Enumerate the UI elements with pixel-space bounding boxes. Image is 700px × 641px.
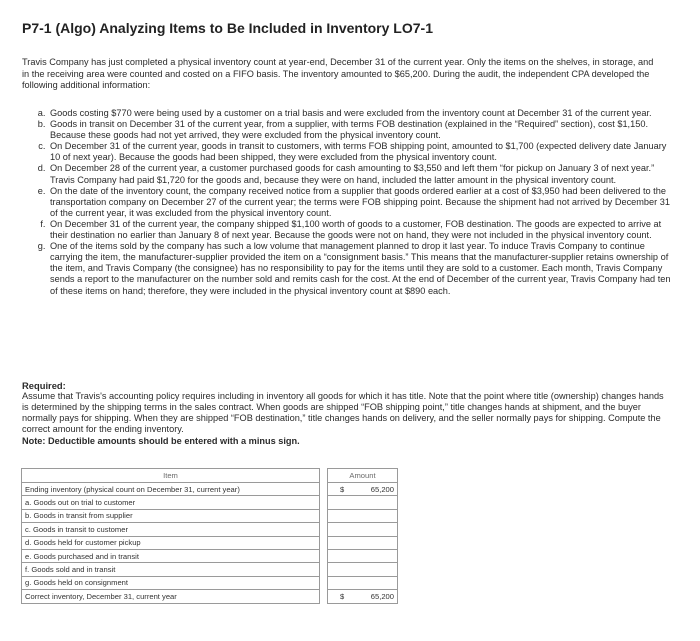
amount-input-d[interactable] xyxy=(328,537,397,549)
table-row xyxy=(22,509,398,522)
amount-value: 65,200 xyxy=(370,591,394,601)
table-row xyxy=(22,496,398,509)
amount-input-b[interactable] xyxy=(328,510,397,522)
amount-input-f[interactable] xyxy=(328,563,397,575)
required-heading: Required: xyxy=(22,380,66,391)
amount-input-a[interactable] xyxy=(328,496,397,508)
amount-input-e[interactable] xyxy=(328,550,397,562)
row-label: e. Goods purchased and in transit xyxy=(22,549,320,562)
table-row-total xyxy=(22,590,398,603)
amount-input-c[interactable] xyxy=(328,523,397,535)
row-label: a. Goods out on trial to customer xyxy=(22,496,320,509)
row-label: d. Goods held for customer pickup xyxy=(22,536,320,549)
amount-input-g[interactable] xyxy=(328,577,397,589)
table-row xyxy=(22,536,398,549)
fact-d: d. On December 28 of the current year, a customer purchased goods for cash amounting to $3,550 and left them “for pickup on January 3 of next year.” Travis Company had paid $1,720 for the goods and, because they were on hand, included the latter amount in the physical inventory count. xyxy=(48,163,676,185)
fact-a: a. Goods costing $770 were being used by a customer on a trial basis and were excluded from the inventory count at December 31 of the current year. xyxy=(48,108,676,119)
table-row xyxy=(22,563,398,576)
row-label: Ending inventory (physical count on December 31, current year) xyxy=(22,483,320,496)
row-label: Correct inventory, December 31, current year xyxy=(22,590,320,603)
problem-title: P7-1 (Algo) Analyzing Items to Be Included in Inventory LO7-1 xyxy=(22,20,433,36)
amount-value: 65,200 xyxy=(370,484,394,494)
header-item: Item xyxy=(22,469,320,483)
fact-g: g. One of the items sold by the company has such a low volume that management planned to drop it last year. To induce Travis Company to continue carrying the item, the manufacturer-supplier provided the item on a “consignment basis.” This means that the manufacturer-supplier retains ownership of the item, and Travis Company (the consignee) has no responsibility to pay for the items until they are sold to a customer. Each month, Travis Company sends a report to the manufacturer on the number sold and remits cash for the cost. At the end of December of the current year, Travis Company had ten of these items on hand; therefore, they were included in the physical inventory count at $890 each. xyxy=(48,241,676,296)
inventory-table xyxy=(21,468,398,604)
currency-symbol: $ xyxy=(340,484,345,494)
fact-c: c. On December 31 of the current year, goods in transit to customers, with terms FOB shipping point, amounted to $1,700 (expected delivery date January 10 of next year). Because the goods had been shipped, they were excluded from the physical inventory count. xyxy=(48,141,676,163)
facts-list xyxy=(32,108,676,297)
fact-f: f. On December 31 of the current year, the company shipped $1,100 worth of goods to a customer, FOB destination. The goods are expected to arrive at their destination no earlier than January 8 of next year. Because the goods were not on hand, they were not included in the physical inventory count. xyxy=(48,219,676,241)
table-header-row xyxy=(22,469,398,483)
row-label: g. Goods held on consignment xyxy=(22,576,320,589)
fact-b: b. Goods in transit on December 31 of the current year, from a supplier, with terms FOB destination (explained in the “Required” section), cost $1,150. Because these goods had not yet arrived, they were excluded from the physical inventory count. xyxy=(48,119,676,141)
table-row xyxy=(22,483,398,496)
table-row xyxy=(22,523,398,536)
required-note: Note: Deductible amounts should be entered with a minus sign. xyxy=(22,436,300,446)
currency-symbol: $ xyxy=(340,591,345,601)
row-label: c. Goods in transit to customer xyxy=(22,523,320,536)
header-amount: Amount xyxy=(328,469,398,483)
table-row xyxy=(22,576,398,589)
row-label: f. Goods sold and in transit xyxy=(22,563,320,576)
problem-intro: Travis Company has just completed a physical inventory count at year-end, December 31 of the current year. Only the items on the shelves, in storage, and in the receiving area were counted and costed on a FIFO basis. The inventory amounted to $65,200. During the audit, the independent CPA developed the following additional information: xyxy=(22,57,654,91)
row-label: b. Goods in transit from supplier xyxy=(22,509,320,522)
table-row xyxy=(22,549,398,562)
fact-e: e. On the date of the inventory count, the company received notice from a supplier that goods ordered earlier at a cost of $3,950 had been delivered to the transportation company on December 27 of the current year; the terms were FOB shipping point. Because the shipment had not arrived by December 31 of the current year, it was excluded from the physical inventory count. xyxy=(48,186,676,219)
required-text: Assume that Travis's accounting policy requires including in inventory all goods for which it has title. Note that the point where title (ownership) changes hands is determined by the shipping terms in the sales contract. When goods are shipped “FOB shipping point,” title changes hands at shipment, and the buyer normally pays for shipping. When they are shipped “FOB destination,” title changes hands on delivery, and the seller normally pays for shipping. Compute the correct amount for the ending inventory. xyxy=(22,391,664,435)
